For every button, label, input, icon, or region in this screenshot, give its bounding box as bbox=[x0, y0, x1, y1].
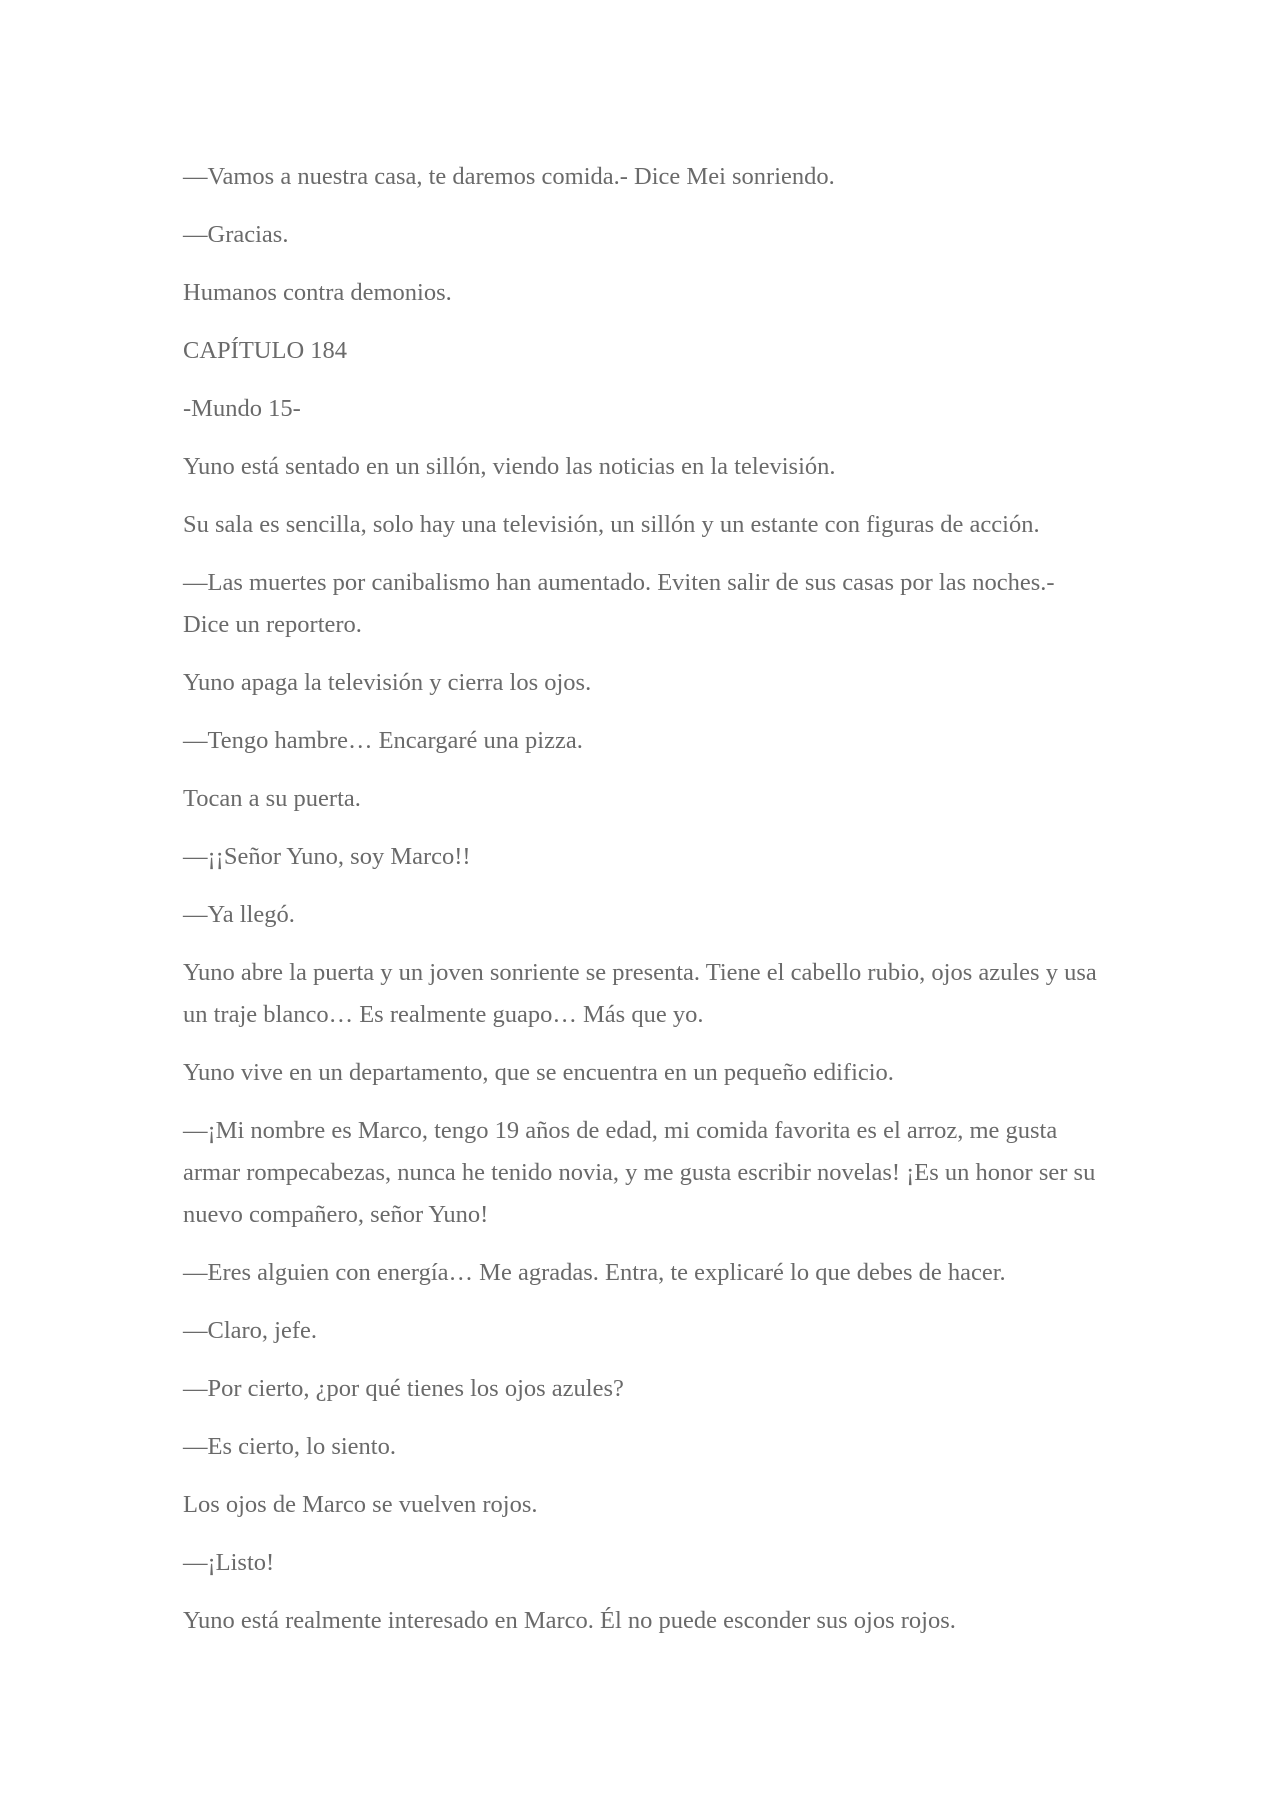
paragraph: —Gracias. bbox=[183, 221, 289, 248]
paragraph: Yuno vive en un departamento, que se encuentra en un pequeño edificio. bbox=[183, 1059, 894, 1086]
paragraph: —Ya llegó. bbox=[183, 901, 295, 928]
paragraph: —Vamos a nuestra casa, te daremos comida.- Dice Mei sonriendo. bbox=[183, 163, 835, 190]
paragraph: —¡¡Señor Yuno, soy Marco!! bbox=[183, 843, 471, 870]
paragraph: —Es cierto, lo siento. bbox=[183, 1433, 396, 1460]
paragraph: Yuno apaga la televisión y cierra los ojos. bbox=[183, 669, 592, 696]
paragraph: Su sala es sencilla, solo hay una televisión, un sillón y un estante con figuras de acción. bbox=[183, 511, 1040, 538]
paragraph: Yuno está sentado en un sillón, viendo las noticias en la televisión. bbox=[183, 453, 836, 480]
chapter-heading: CAPÍTULO 184 bbox=[183, 337, 348, 364]
paragraph: —¡Listo! bbox=[183, 1549, 275, 1576]
paragraph: Humanos contra demonios. bbox=[183, 279, 452, 306]
paragraph: —Las muertes por canibalismo han aumentado. Eviten salir de sus casas por las noches.- Dice un reportero. bbox=[183, 569, 1055, 638]
paragraph: —Tengo hambre… Encargaré una pizza. bbox=[183, 727, 583, 754]
paragraph: Yuno está realmente interesado en Marco. Él no puede esconder sus ojos rojos. bbox=[183, 1607, 956, 1634]
paragraph: —Eres alguien con energía… Me agradas. Entra, te explicaré lo que debes de hacer. bbox=[183, 1259, 1006, 1286]
paragraph: —¡Mi nombre es Marco, tengo 19 años de edad, mi comida favorita es el arroz, me gusta armar rompecabezas, nunca he tenido novia, y me gusta escribir novelas! ¡Es un honor ser su nuevo compañero, señor Yuno! bbox=[183, 1117, 1096, 1228]
paragraph: Los ojos de Marco se vuelven rojos. bbox=[183, 1491, 538, 1518]
paragraph: —Por cierto, ¿por qué tienes los ojos azules? bbox=[183, 1375, 624, 1402]
world-heading: -Mundo 15- bbox=[183, 395, 301, 422]
paragraph: Yuno abre la puerta y un joven sonriente se presenta. Tiene el cabello rubio, ojos azules y usa un traje blanco… Es realmente guapo… Más que yo. bbox=[183, 959, 1097, 1028]
paragraph: Tocan a su puerta. bbox=[183, 785, 361, 812]
paragraph: —Claro, jefe. bbox=[183, 1317, 318, 1344]
document-text bbox=[183, 156, 1103, 1658]
